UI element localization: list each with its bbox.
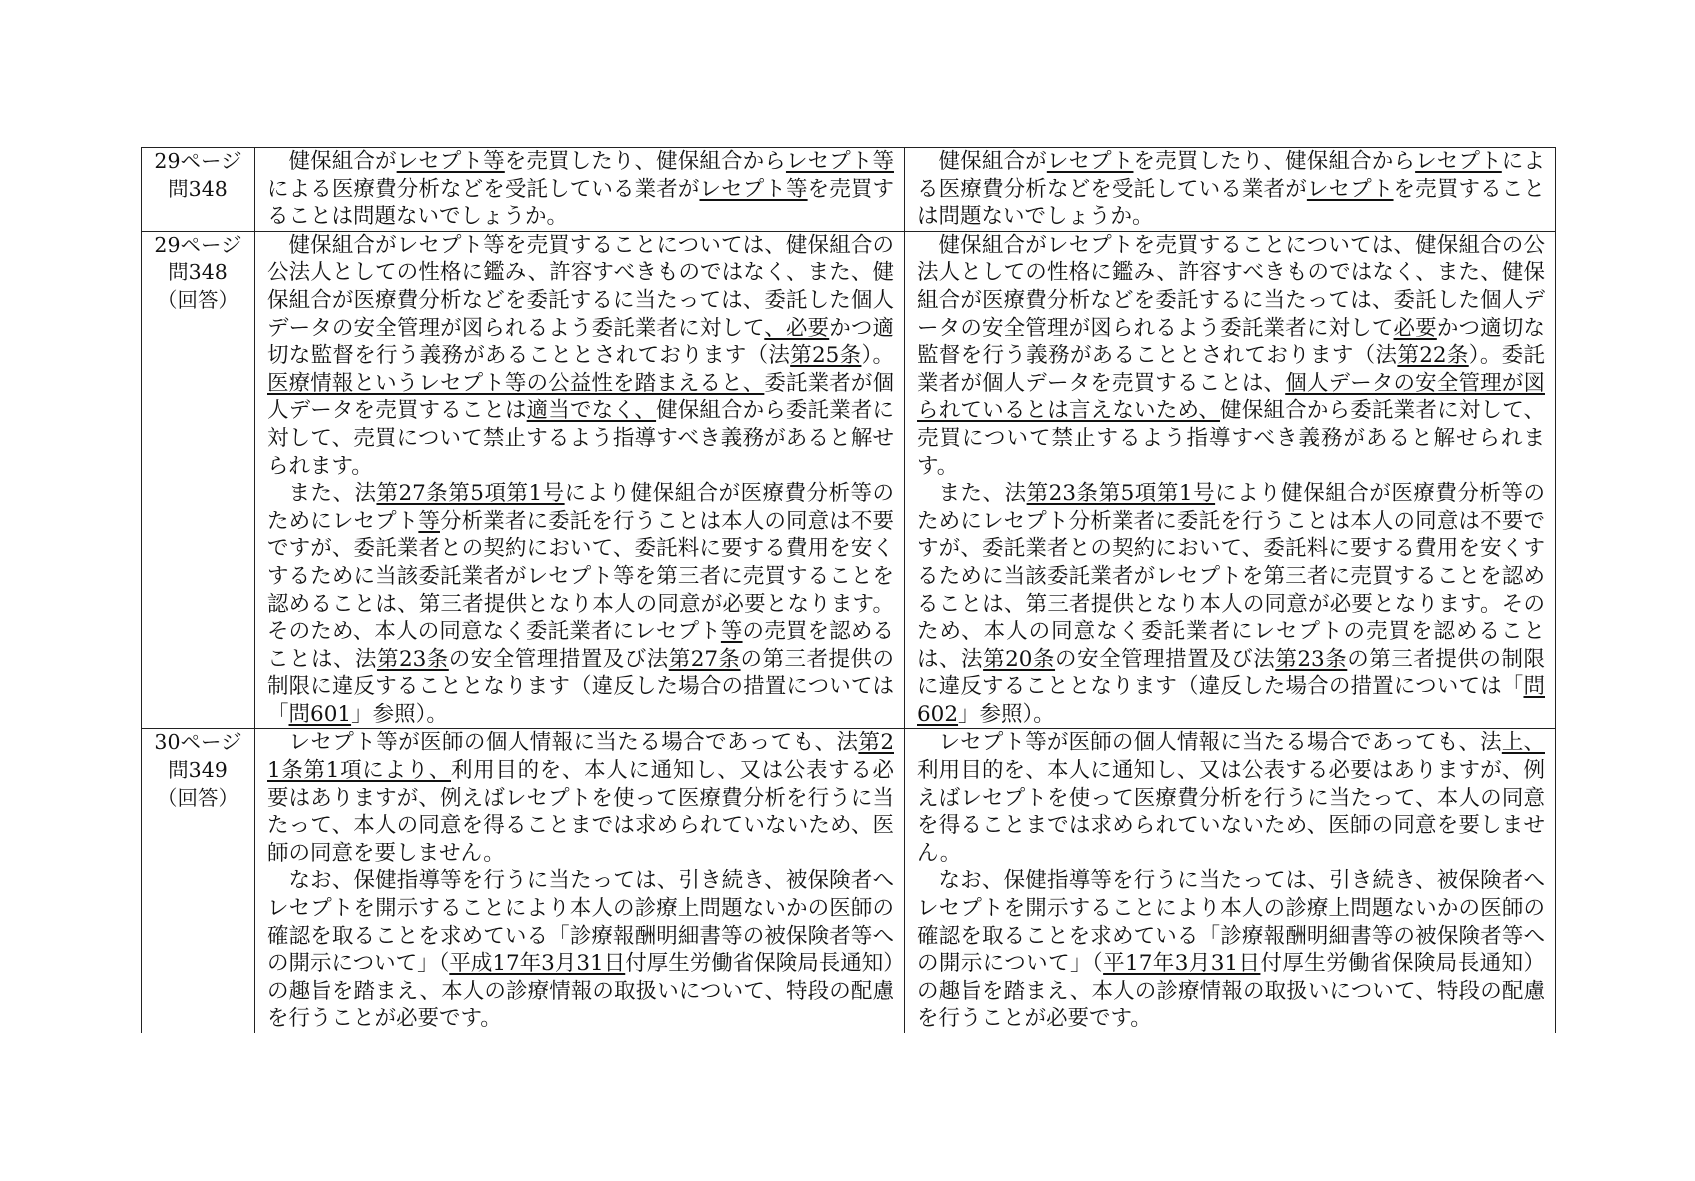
underlined-text: 第25条 xyxy=(790,343,862,369)
text-run: ）。 xyxy=(861,343,894,369)
current-text-cell xyxy=(905,231,1556,729)
text-run: の第三者提供の制限に違反することとなります（違反した場合の措置については「 xyxy=(267,646,894,727)
table-row xyxy=(142,148,1556,232)
paragraph xyxy=(267,232,894,480)
underlined-text: 第27条 xyxy=(668,646,741,672)
underlined-text: 第23条 xyxy=(1275,646,1348,672)
underlined-text: 等 xyxy=(720,619,743,645)
table-row xyxy=(142,231,1556,729)
underlined-text: レセプト等 xyxy=(785,149,894,174)
underlined-text: レセプト xyxy=(1306,176,1394,202)
current-text-cell xyxy=(905,729,1556,1033)
underlined-text: 第23条 xyxy=(376,646,449,672)
underlined-text: レセプト等 xyxy=(699,176,808,202)
underlined-text: 第21条第1項により、 xyxy=(267,730,894,784)
text-run: 付厚生労働省保険局長通知）の趣旨を踏まえ、本人の診療情報の取扱いについて、特段の配慮を行うことが必要です。 xyxy=(267,951,894,1032)
text-run: レセプト等が医師の個人情報に当たる場合であっても、法 xyxy=(938,730,1502,756)
underlined-text: 上、 xyxy=(1501,730,1545,756)
paragraph xyxy=(917,148,1545,231)
table-row xyxy=(142,729,1556,1033)
text-run: かつ適切な監督を行う義務があることとされております（法 xyxy=(917,315,1545,369)
text-run: の第三者提供の制限に違反することとなります（違反した場合の措置については「 xyxy=(917,646,1545,700)
text-run: 健保組合がレセプト等を売買することについては、健保組合の公法人としての性格に鑑み、許容すべきものではなく、また、健保組合が医療費分析などを委託するに当たっては、委託した個人データの安全管理が図られるよう委託業者に対して xyxy=(267,232,894,341)
current-text-cell xyxy=(905,148,1556,232)
text-run: の安全管理措置及び法 xyxy=(448,646,669,672)
paragraph xyxy=(267,867,894,1033)
text-run: なお、保健指導等を行うに当たっては、引き続き、被保険者へレセプトを開示することにより本人の診療上問題ないかの医師の確認を取ることを求めている「診療報酬明細書等の被保険者等への開示について」（ xyxy=(267,868,894,977)
underlined-text: レセプト xyxy=(1046,149,1134,174)
text-run: 健保組合がレセプトを売買することについては、健保組合の公法人としての性格に鑑み、許容すべきものではなく、また、健保組合が医療費分析などを委託するに当たっては、委託した個人データの安全管理が図られるよう委託業者に対して xyxy=(917,232,1545,341)
underlined-text: 等 xyxy=(418,508,440,534)
underlined-text: 個人データの安全管理が図られているとは言えないため、 xyxy=(917,370,1545,424)
text-run: また、法 xyxy=(288,481,377,507)
paragraph xyxy=(267,729,894,867)
text-run: また、法 xyxy=(938,481,1027,507)
text-run: レセプト等が医師の個人情報に当たる場合であっても、法 xyxy=(288,730,859,756)
text-run: 委託業者が個人データを売買することは xyxy=(267,370,894,424)
text-run: ）。委託業者が個人データを売買することは、 xyxy=(917,343,1545,396)
text-run: を売買したり、健保組合から xyxy=(504,149,786,174)
text-run: 」参照）。 xyxy=(958,701,1055,727)
text-run: 利用目的を、本人に通知し、又は公表する必要はありますが、例えばレセプトを使って医療費分析を行うに当たって、本人の同意を得ることまでは求められていないため、医師の同意を要しません。 xyxy=(917,758,1545,866)
underlined-text: 第20条 xyxy=(983,646,1056,672)
underlined-text: 問602 xyxy=(917,674,1545,727)
paragraph xyxy=(917,867,1545,1033)
text-run: なお、保健指導等を行うに当たっては、引き続き、被保険者へレセプトを開示することにより本人の診療上問題ないかの医師の確認を取ることを求めている「診療報酬明細書等の被保険者等への開示について」（ xyxy=(917,868,1545,977)
text-run: 健保組合から委託業者に対して、売買について禁止するよう指導すべき義務があると解せられます。 xyxy=(267,398,894,479)
text-run: 健保組合が xyxy=(288,149,397,174)
text-run: により健保組合が医療費分析等のためにレセプト分析業者に委託を行うことは本人の同意は不要ですが、委託業者との契約において、委託料に要する費用を安くするために当該委託業者がレセプトを第三者に売買することを認めることは、第三者提供となり本人の同意が必要となります。そのため、本人の同意なく委託業者にレセプトの売買を認めることは、法 xyxy=(917,481,1545,672)
underlined-text: 、必要 xyxy=(764,315,830,341)
text-run: により健保組合が医療費分析等のためにレセプト xyxy=(267,481,894,534)
text-run: 健保組合から委託業者に対して、売買について禁止するよう指導すべき義務があると解せられます。 xyxy=(917,398,1545,479)
paragraph xyxy=(917,232,1545,480)
page-reference: 29ページ 問348 （回答） xyxy=(142,231,255,729)
paragraph xyxy=(267,480,894,728)
underlined-text: 第23条第5項第1号 xyxy=(1026,481,1216,507)
text-run: による医療費分析などを受託している業者が xyxy=(917,149,1545,202)
text-run: による医療費分析などを受託している業者が xyxy=(267,176,700,202)
underlined-text: 平17年3月31日 xyxy=(1103,951,1261,977)
underlined-text: 医療情報というレセプト等の公益性を踏まえると、 xyxy=(267,370,765,396)
text-run: を売買したり、健保組合から xyxy=(1133,149,1416,174)
underlined-text: レセプト等 xyxy=(396,149,505,174)
text-run: 」参照）。 xyxy=(351,701,448,727)
underlined-text: 第22条 xyxy=(1397,343,1469,369)
revised-text-cell xyxy=(255,231,905,729)
revised-text-cell xyxy=(255,148,905,232)
paragraph xyxy=(267,148,894,231)
underlined-text: 平成17年3月31日 xyxy=(449,951,626,977)
text-run: の売買を認めることは、法 xyxy=(267,619,894,672)
text-run: を売買することは問題ないでしょうか。 xyxy=(267,176,894,230)
text-run: を売買することは問題ないでしょうか。 xyxy=(917,176,1545,230)
text-run: 付厚生労働省保険局長通知）の趣旨を踏まえ、本人の診療情報の取扱いについて、特段の配慮を行うことが必要です。 xyxy=(917,951,1545,1032)
text-run: 分析業者に委託を行うことは本人の同意は不要ですが、委託業者との契約において、委託料に要する費用を安くするために当該委託業者がレセプト等を第三者に売買することを認めることは、第三者提供となり本人の同意が必要となります。そのため、本人の同意なく委託業者にレセプト xyxy=(267,508,894,645)
page-reference: 29ページ 問348 xyxy=(142,148,255,232)
text-run: 利用目的を、本人に通知し、又は公表する必要はありますが、例えばレセプトを使って医療費分析を行うに当たって、本人の同意を得ることまでは求められていないため、医師の同意を要しません。 xyxy=(267,758,894,866)
underlined-text: 第27条第5項第1号 xyxy=(376,481,565,507)
text-run: 健保組合が xyxy=(938,149,1047,174)
page-reference: 30ページ 問349 （回答） xyxy=(142,729,255,1033)
paragraph xyxy=(917,480,1545,728)
underlined-text: 問601 xyxy=(288,701,352,727)
paragraph xyxy=(917,729,1545,867)
underlined-text: レセプト xyxy=(1415,149,1502,174)
underlined-text: 適当でなく、 xyxy=(526,398,657,424)
comparison-table xyxy=(141,147,1556,1033)
underlined-text: 必要 xyxy=(1393,315,1437,341)
revised-text-cell xyxy=(255,729,905,1033)
text-run: かつ適切な監督を行う義務があることとされております（法 xyxy=(267,315,894,369)
text-run: の安全管理措置及び法 xyxy=(1055,646,1276,672)
